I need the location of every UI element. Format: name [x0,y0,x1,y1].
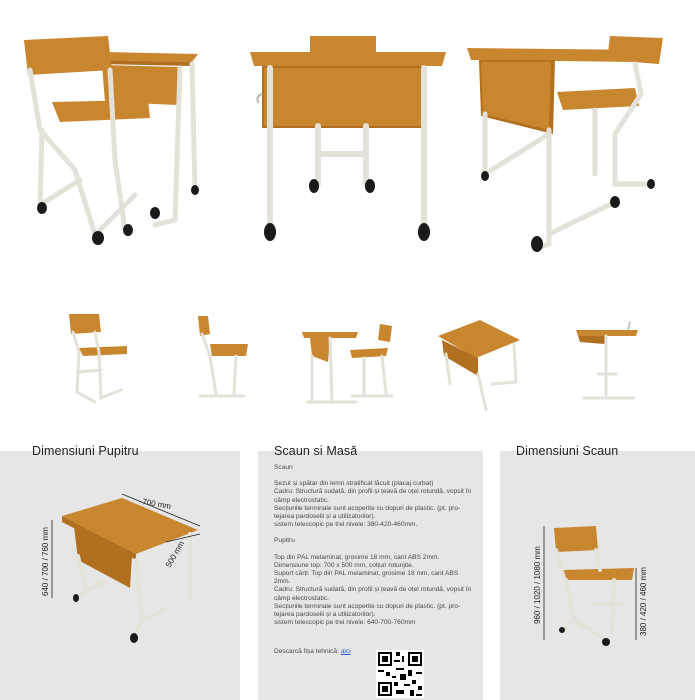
desk-depth-label: 500 mm [163,539,187,569]
desk-dimensions-title: Dimensiuni Pupitru [32,444,139,458]
desk-height-label: 640 / 700 / 760 mm [41,527,50,596]
product-photo-front [248,34,448,246]
chair-dimension-drawing [528,520,678,650]
thumb-chair-front [65,312,135,406]
thumb-desk-angled [434,318,524,412]
thumb-set-side [300,322,400,406]
spec-text [274,464,474,627]
chair-line-4: sistem telescopic pe trei nivele: 380-420-460mm. [274,521,418,529]
download-row [274,648,351,655]
chair-total-height-label: 960 / 1020 / 1080 mm [533,546,542,624]
chair-seat-height-label: 380 / 420 / 460 mm [639,567,648,636]
chair-table-title: Scaun si Masă [274,444,358,458]
desk-line-1: Top din PAL melaminat, grosime 18 mm, cant ABS 2mm. [274,553,440,561]
chair-heading: Scaun [274,464,293,471]
product-photo-set-right [465,34,670,254]
desk-line-4: Cadru: Structură sudată, din profil și țeavă de oțel rotundă, vopsit în câmp electrostatic. [274,586,472,602]
desk-line-5: Secțiunile terminale sunt acoperite cu dopuri de plastic. (pt. pro-tejarea pardoselii și a utilizatorilor). [274,602,461,619]
thumb-desk-side [572,318,642,402]
chair-line-1: Șezut și spătar din lemn stratificat lăcuit (placaj curbat) [274,480,434,488]
desk-line-3: Suport cărți: Top din PAL melaminat, grosime 18 mm, cant ABS 2mm. [274,570,459,586]
desk-line-2: Dimensiune top: 700 x 500 mm, colțuri rotunjite. [274,561,414,569]
chair-dimensions-title: Dimensiuni Scaun [516,444,619,458]
product-photo-set-front-left [20,30,210,250]
desk-width-label: 700 mm [141,497,172,511]
qr-code[interactable] [376,650,424,698]
download-link[interactable]: aici [340,648,351,655]
desk-line-6: sistem telescopic pe trei nivele: 640-700-760mm [274,619,416,627]
chair-line-3: Secțiunile terminale sunt acoperite cu dopuri de plastic. (pt. pro-tejarea pardoselii și a utilizatorilor). [274,504,461,521]
thumb-chair-side [192,314,252,402]
download-text: Descarcă fișa tehnică: [274,648,339,655]
desk-dimension-drawing [40,490,240,650]
desk-heading: Pupitru [274,537,295,545]
chair-line-2: Cadru: Structură sudată, din profil și țeavă de oțel rotundă, vopsit în câmp electrostatic. [274,488,472,504]
